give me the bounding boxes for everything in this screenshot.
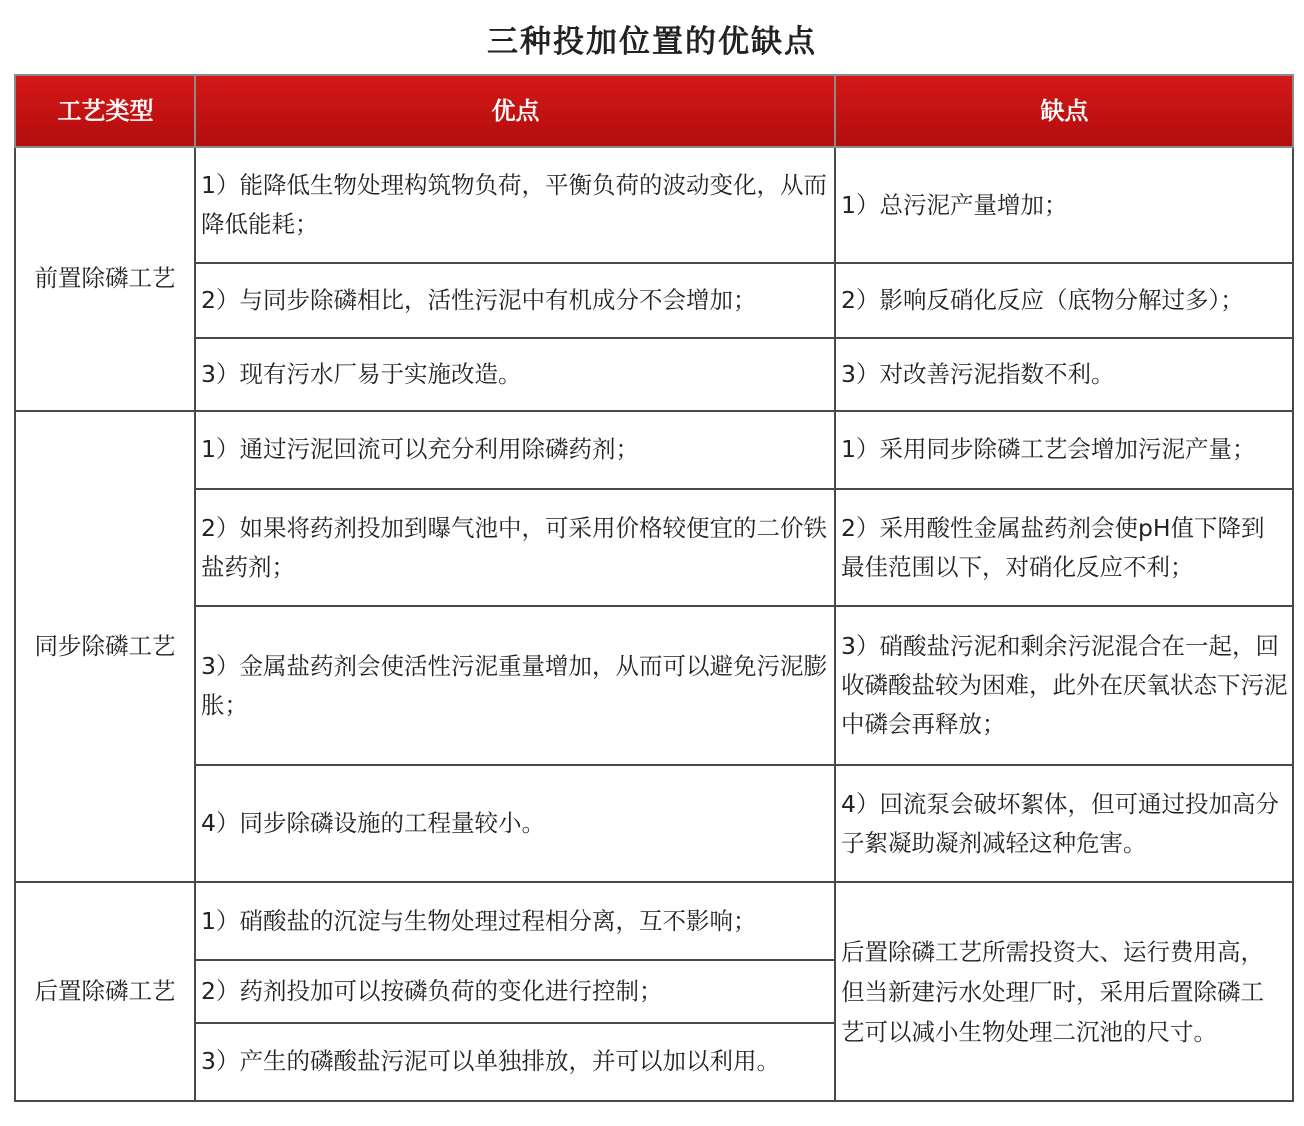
pro-cell: 3）产生的磷酸盐污泥可以单独排放，并可以加以利用。 [195, 1023, 835, 1101]
con-cell: 2）采用酸性金属盐药剂会使pH值下降到最佳范围以下，对硝化反应不利； [835, 489, 1293, 606]
con-cell: 4）回流泵会破坏絮体，但可通过投加高分子絮凝助凝剂减轻这种危害。 [835, 765, 1293, 882]
process-type-cell: 同步除磷工艺 [15, 411, 195, 882]
pro-cell: 4）同步除磷设施的工程量较小。 [195, 765, 835, 882]
table-row [15, 489, 1293, 606]
table-row [15, 411, 1293, 489]
pro-cell: 2）如果将药剂投加到曝气池中，可采用价格较便宜的二价铁盐药剂； [195, 489, 835, 606]
process-type-cell: 前置除磷工艺 [15, 147, 195, 411]
page-title: 三种投加位置的优缺点 [487, 24, 817, 60]
pro-cell: 1）通过污泥回流可以充分利用除磷药剂； [195, 411, 835, 489]
con-cell-merged: 后置除磷工艺所需投资大、运行费用高，但当新建污水处理厂时，采用后置除磷工艺可以减小生物处理二沉池的尺寸。 [835, 882, 1293, 1101]
table-row [15, 882, 1293, 960]
pro-cell: 3）金属盐药剂会使活性污泥重量增加，从而可以避免污泥膨胀； [195, 606, 835, 764]
table-row [15, 606, 1293, 764]
table-row [15, 263, 1293, 337]
pro-cell: 3）现有污水厂易于实施改造。 [195, 338, 835, 411]
con-cell: 1）采用同步除磷工艺会增加污泥产量； [835, 411, 1293, 489]
header-cons: 缺点 [835, 75, 1293, 147]
process-type-cell: 后置除磷工艺 [15, 882, 195, 1101]
table-row [15, 338, 1293, 411]
pro-cell: 2）药剂投加可以按磷负荷的变化进行控制； [195, 960, 835, 1022]
table-header-row [15, 75, 1293, 147]
table-row [15, 147, 1293, 263]
header-type: 工艺类型 [15, 75, 195, 147]
pro-cell: 1）能降低生物处理构筑物负荷，平衡负荷的波动变化，从而降低能耗； [195, 147, 835, 263]
con-cell: 3）硝酸盐污泥和剩余污泥混合在一起，回收磷酸盐较为困难，此外在厌氧状态下污泥中磷会再释放； [835, 606, 1293, 764]
pro-cell: 2）与同步除磷相比，活性污泥中有机成分不会增加； [195, 263, 835, 337]
header-pros: 优点 [195, 75, 835, 147]
pro-cell: 1）硝酸盐的沉淀与生物处理过程相分离，互不影响； [195, 882, 835, 960]
con-cell: 3）对改善污泥指数不利。 [835, 338, 1293, 411]
table-row [15, 765, 1293, 882]
comparison-table [14, 74, 1294, 1102]
con-cell: 2）影响反硝化反应（底物分解过多）； [835, 263, 1293, 337]
con-cell: 1）总污泥产量增加； [835, 147, 1293, 263]
